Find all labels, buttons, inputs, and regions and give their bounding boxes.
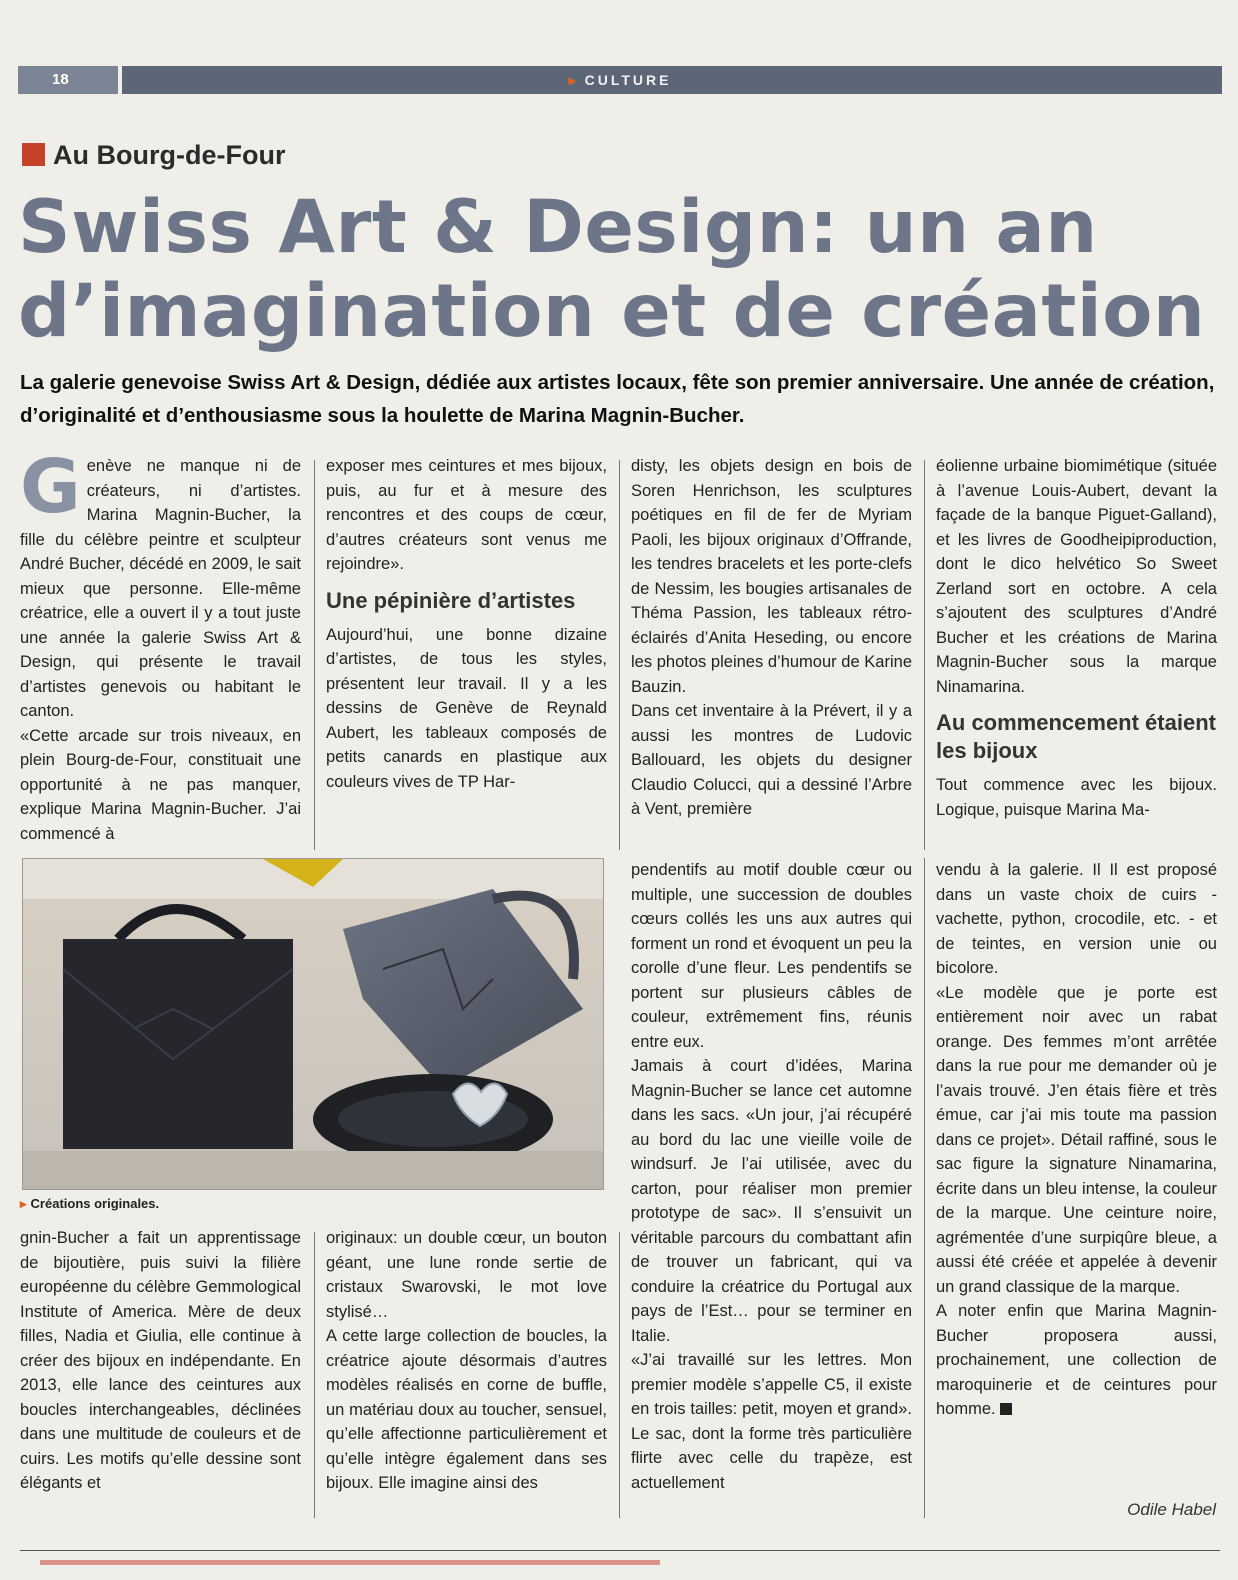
column-4-top xyxy=(936,454,1217,822)
column-divider xyxy=(924,858,925,1518)
column-3-top xyxy=(631,454,912,822)
paragraph: vendu à la galerie. Il Il est proposé dans un vaste choix de cuirs - vachette, python, crocodile, etc. - et de teintes, en version unie ou bicolore. xyxy=(936,861,1217,977)
caption-text: Créations originales. xyxy=(30,1196,160,1211)
column-1-top xyxy=(20,444,301,846)
arrow-icon: ▸ xyxy=(20,1196,27,1211)
paragraph: Jamais à court d’idées, Marina Magnin-Bucher se lance cet automne dans les sacs. «Un jour, j’ai récupéré au bord du lac une vieille voile de windsurf. Je l’ai utilisée, avec du carton, pour réaliser mon premier prototype de sac». Il s’ensuivit un véritable parcours du combattant afin de trouver un fabricant, qui va conduire la créatrice du Portugal aux pays de l’Est… pour se terminer en Italie. xyxy=(631,1057,912,1345)
paragraph: A cette large collection de boucles, la créatrice ajoute désormais d’autres modèles réalisés en corne de buffle, un matériau doux au toucher, sensuel, qu’elle affectionne particulièrement et qu’elle intègre également dans ses bijoux. Elle imagine ainsi des xyxy=(326,1327,607,1492)
subheading: Une pépinière d’artistes xyxy=(326,587,576,613)
column-2-top xyxy=(326,454,607,794)
paragraph xyxy=(20,444,301,724)
column-divider xyxy=(314,460,315,850)
photo-caption xyxy=(20,1196,159,1212)
paragraph: disty, les objets design en bois de Soren Henrichson, les sculptures poétiques en fil de fer de Myriam Paoli, les bijoux originaux d’Offrande, les tendres bracelets et les porte-clefs de Nessim, les bougies artisanales de Théma Passion, les tableaux rétro-éclairés d’Anita Heseding, ou encore les photos pleines d’humour de Karine Bauzin. xyxy=(631,457,912,696)
paragraph: Aujourd’hui, une bonne dizaine d’artistes, de tous les styles, présentent leur travail. Il y a les dessins de Genève de Reynald Aubert, les tableaux composés de petits canards en plastique aux couleurs vives de TP Har- xyxy=(326,625,607,791)
paragraph: éolienne urbaine biomimétique (située à l’avenue Louis-Aubert, devant la façade de la banque Piguet-Galland), et les livres de Goodheipiproduction, dont le dico helvético So Sweet Zerland sort en octobre. A cela s’ajoutent des sculptures d’André Bucher et les créations de Marina Magnin-Bucher sous la marque Ninamarina. xyxy=(936,457,1217,696)
subheading: Au commencement étaient les bijoux xyxy=(936,710,1216,763)
handbags-image xyxy=(23,859,603,1189)
paragraph xyxy=(936,1299,1217,1422)
article-photo xyxy=(22,858,604,1190)
paragraph: pendentifs au motif double cœur ou multiple, une succession de doubles cœurs collés les uns aux autres qui forment un rond et évoquent un peu la corolle d’une fleur. Les pendentifs se portent sur plusieurs câbles de couleur, extrêmement fins, réunis entre eux. xyxy=(631,861,912,1051)
kicker-square-icon xyxy=(22,143,45,166)
paragraph: Dans cet inventaire à la Prévert, il y a aussi les montres de Ludovic Ballouard, les objets du designer Claudio Colucci, qui a dessiné l’Arbre à Vent, première xyxy=(631,702,912,818)
column-divider xyxy=(924,460,925,850)
kicker-text: Au Bourg-de-Four xyxy=(53,140,286,170)
section-name: CULTURE xyxy=(584,72,672,88)
paragraph: «Cette arcade sur trois niveaux, en plein Bourg-de-Four, constituait une opportunité à ne pas manquer, explique Marina Magnin-Bucher. J’ai commencé à xyxy=(20,726,301,843)
page-bottom-decor xyxy=(40,1560,660,1565)
drop-cap: G xyxy=(20,444,81,530)
paragraph-text: enève ne manque ni de créateurs, ni d’artistes. Marina Magnin-Bucher, la fille du célèbre peintre et sculpteur André Bucher, décédé en 2009, le sait mieux que personne. Elle-même créatrice, elle a ouvert il y a tout juste une année la galerie Swiss Art & Design, qui présente le travail d’artistes genevois ou habitant le canton. xyxy=(20,457,301,720)
paragraph: «J’ai travaillé sur les lettres. Mon premier modèle s’appelle C5, il existe en trois tailles: petit, moyen et grand». Le sac, dont la forme très particulière flirte avec celle du trapèze, est actuellement xyxy=(631,1351,912,1492)
arrow-icon: ▸ xyxy=(568,72,579,88)
header-band xyxy=(18,66,1222,94)
paragraph: Tout commence avec les bijoux. Logique, puisque Marina Ma- xyxy=(936,776,1217,819)
paragraph: exposer mes ceintures et mes bijoux, puis, au fur et à mesure des rencontres et des coups de cœur, d’autres créateurs sont venus me rejoindre». xyxy=(326,457,607,573)
column-2-bottom xyxy=(326,1226,607,1496)
paragraph: originaux: un double cœur, un bouton géant, une lune ronde sertie de cristaux Swarovski, le mot love stylisé… xyxy=(326,1229,607,1321)
page-number: 18 xyxy=(18,66,118,94)
end-mark-icon xyxy=(1000,1403,1012,1415)
section-label xyxy=(18,66,1222,94)
column-1-bottom xyxy=(20,1226,301,1496)
paragraph: «Le modèle que je porte est entièrement noir avec un rabat orange. Des femmes m’ont arrêtée dans la rue pour me demander où je l’avais trouvé. J’en étais fière et très émue, car j’ai mis toute ma passion dans ce projet». Détail raffiné, sous le sac figure la signature Ninamarina, écrite dans un bleu intense, la couleur de la marque. Une ceinture noire, agrémentée d’une surpiqûre bleue, a aussi été créée et appelée à devenir un grand classique de la marque. xyxy=(936,983,1217,1296)
paragraph: gnin-Bucher a fait un apprentissage de bijoutière, puis suivi la filière européenne du célèbre Gemmological Institute of America. Mère de deux filles, Nadia et Giulia, elle continue à créer des bijoux en indépendante. En 2013, elle lance des ceintures aux boucles interchangeables, déclinées dans une multitude de couleurs et de cuirs. Les motifs qu’elle dessine sont élégants et xyxy=(20,1229,301,1492)
column-divider xyxy=(619,460,620,850)
page-bottom-rule xyxy=(20,1550,1220,1551)
column-divider xyxy=(314,1232,315,1518)
byline: Odile Habel xyxy=(1127,1500,1216,1519)
article-title: Swiss Art & Design: un an d’imagination et de création xyxy=(18,185,1206,354)
article-lead: La galerie genevoise Swiss Art & Design, dédiée aux artistes locaux, fête son premier anniversaire. Une année de création, d’originalité et d’enthousiasme sous la houlette de Marina Magnin-Bucher. xyxy=(20,371,1215,427)
column-3-bottom xyxy=(631,858,912,1495)
column-divider xyxy=(619,1232,620,1518)
paragraph-text: A noter enfin que Marina Magnin-Bucher proposera aussi, prochainement, une collection de maroquinerie et de ceintures pour homme. xyxy=(936,1302,1217,1418)
column-4-bottom xyxy=(936,858,1217,1422)
kicker xyxy=(22,140,285,171)
